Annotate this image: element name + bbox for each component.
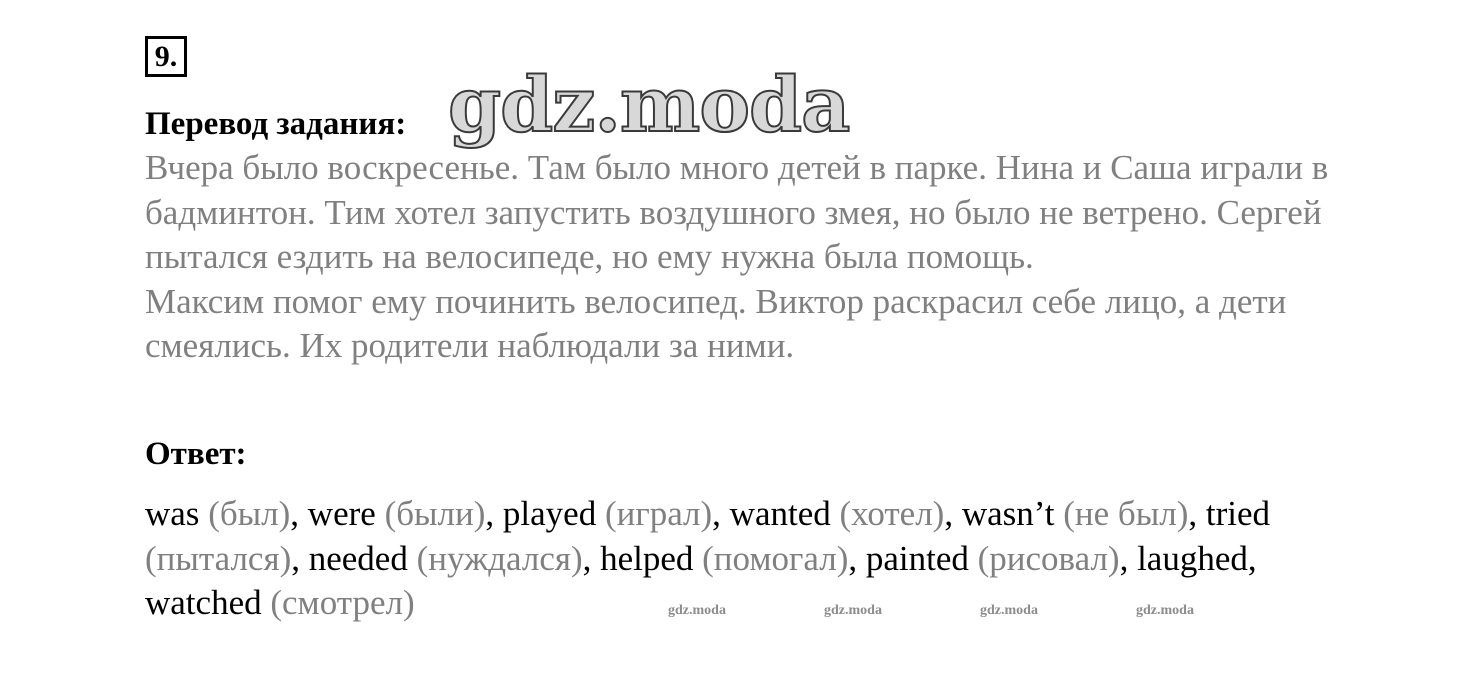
answer-separator: ,: [485, 494, 503, 533]
answer-separator: ,: [1188, 494, 1206, 533]
watermark-small: gdz.moda: [1136, 603, 1194, 618]
translation-paragraph-2: Максим помог ему починить велосипед. Виктор раскрасил себе лицо, а дети смеялись. Их родители наблюдали за ними.: [145, 281, 1287, 365]
answer-gloss: (рисовал): [977, 538, 1120, 578]
answer-word: tried: [1205, 494, 1271, 533]
answer-gloss: (не был): [1063, 494, 1189, 533]
exercise-number: 9.: [145, 36, 187, 77]
answer-gloss: (играл): [604, 494, 713, 533]
translation-heading: Перевод задания:: [145, 106, 407, 142]
answer-word: painted: [865, 538, 969, 578]
answer-gloss: (нуждался): [416, 538, 583, 578]
translation-paragraph-1: Вчера было воскресенье. Там было много детей в парке. Нина и Саша играли в бадминтон. Тим хотел запустить воздушного змея, но было не ветрено. Сергей пытался ездить на велосипеде, но ему нужна была помощь.: [145, 148, 1329, 276]
answer-separator: ,: [290, 494, 308, 533]
answer-heading: Ответ:: [145, 436, 247, 472]
answer-separator: ,: [291, 538, 309, 578]
answer-word: were: [307, 494, 376, 533]
answer-separator: ,: [1247, 538, 1257, 578]
watermark-small: gdz.moda: [980, 603, 1038, 618]
answer-gloss: (пытался): [145, 538, 292, 578]
watermark-small: gdz.moda: [824, 603, 882, 618]
answer-separator: ,: [582, 538, 601, 578]
answer-gloss: (были): [384, 494, 486, 533]
answer-word: watched: [145, 583, 262, 622]
translation-text: [145, 146, 1365, 369]
answer-word: wasn’t: [961, 494, 1055, 533]
answer-word: wanted: [729, 494, 831, 533]
answer-gloss: (помогал): [702, 538, 849, 578]
answer-separator: ,: [712, 494, 730, 533]
answer-word: needed: [308, 538, 408, 578]
answer-gloss: (смотрел): [270, 583, 415, 622]
answer-word: helped: [600, 538, 694, 578]
answer-separator: ,: [1119, 538, 1138, 578]
watermark-small: gdz.moda: [668, 603, 726, 618]
answer-gloss: (хотел): [839, 494, 945, 533]
answer-gloss: (был): [208, 494, 291, 533]
gdz-moda-watermark-logo: gdz.moda: [448, 60, 850, 149]
answer-separator: ,: [944, 494, 962, 533]
answer-word: laughed: [1137, 538, 1248, 578]
answer-word: played: [502, 494, 597, 533]
answer-separator: ,: [848, 538, 866, 578]
answer-word: was: [145, 494, 200, 533]
